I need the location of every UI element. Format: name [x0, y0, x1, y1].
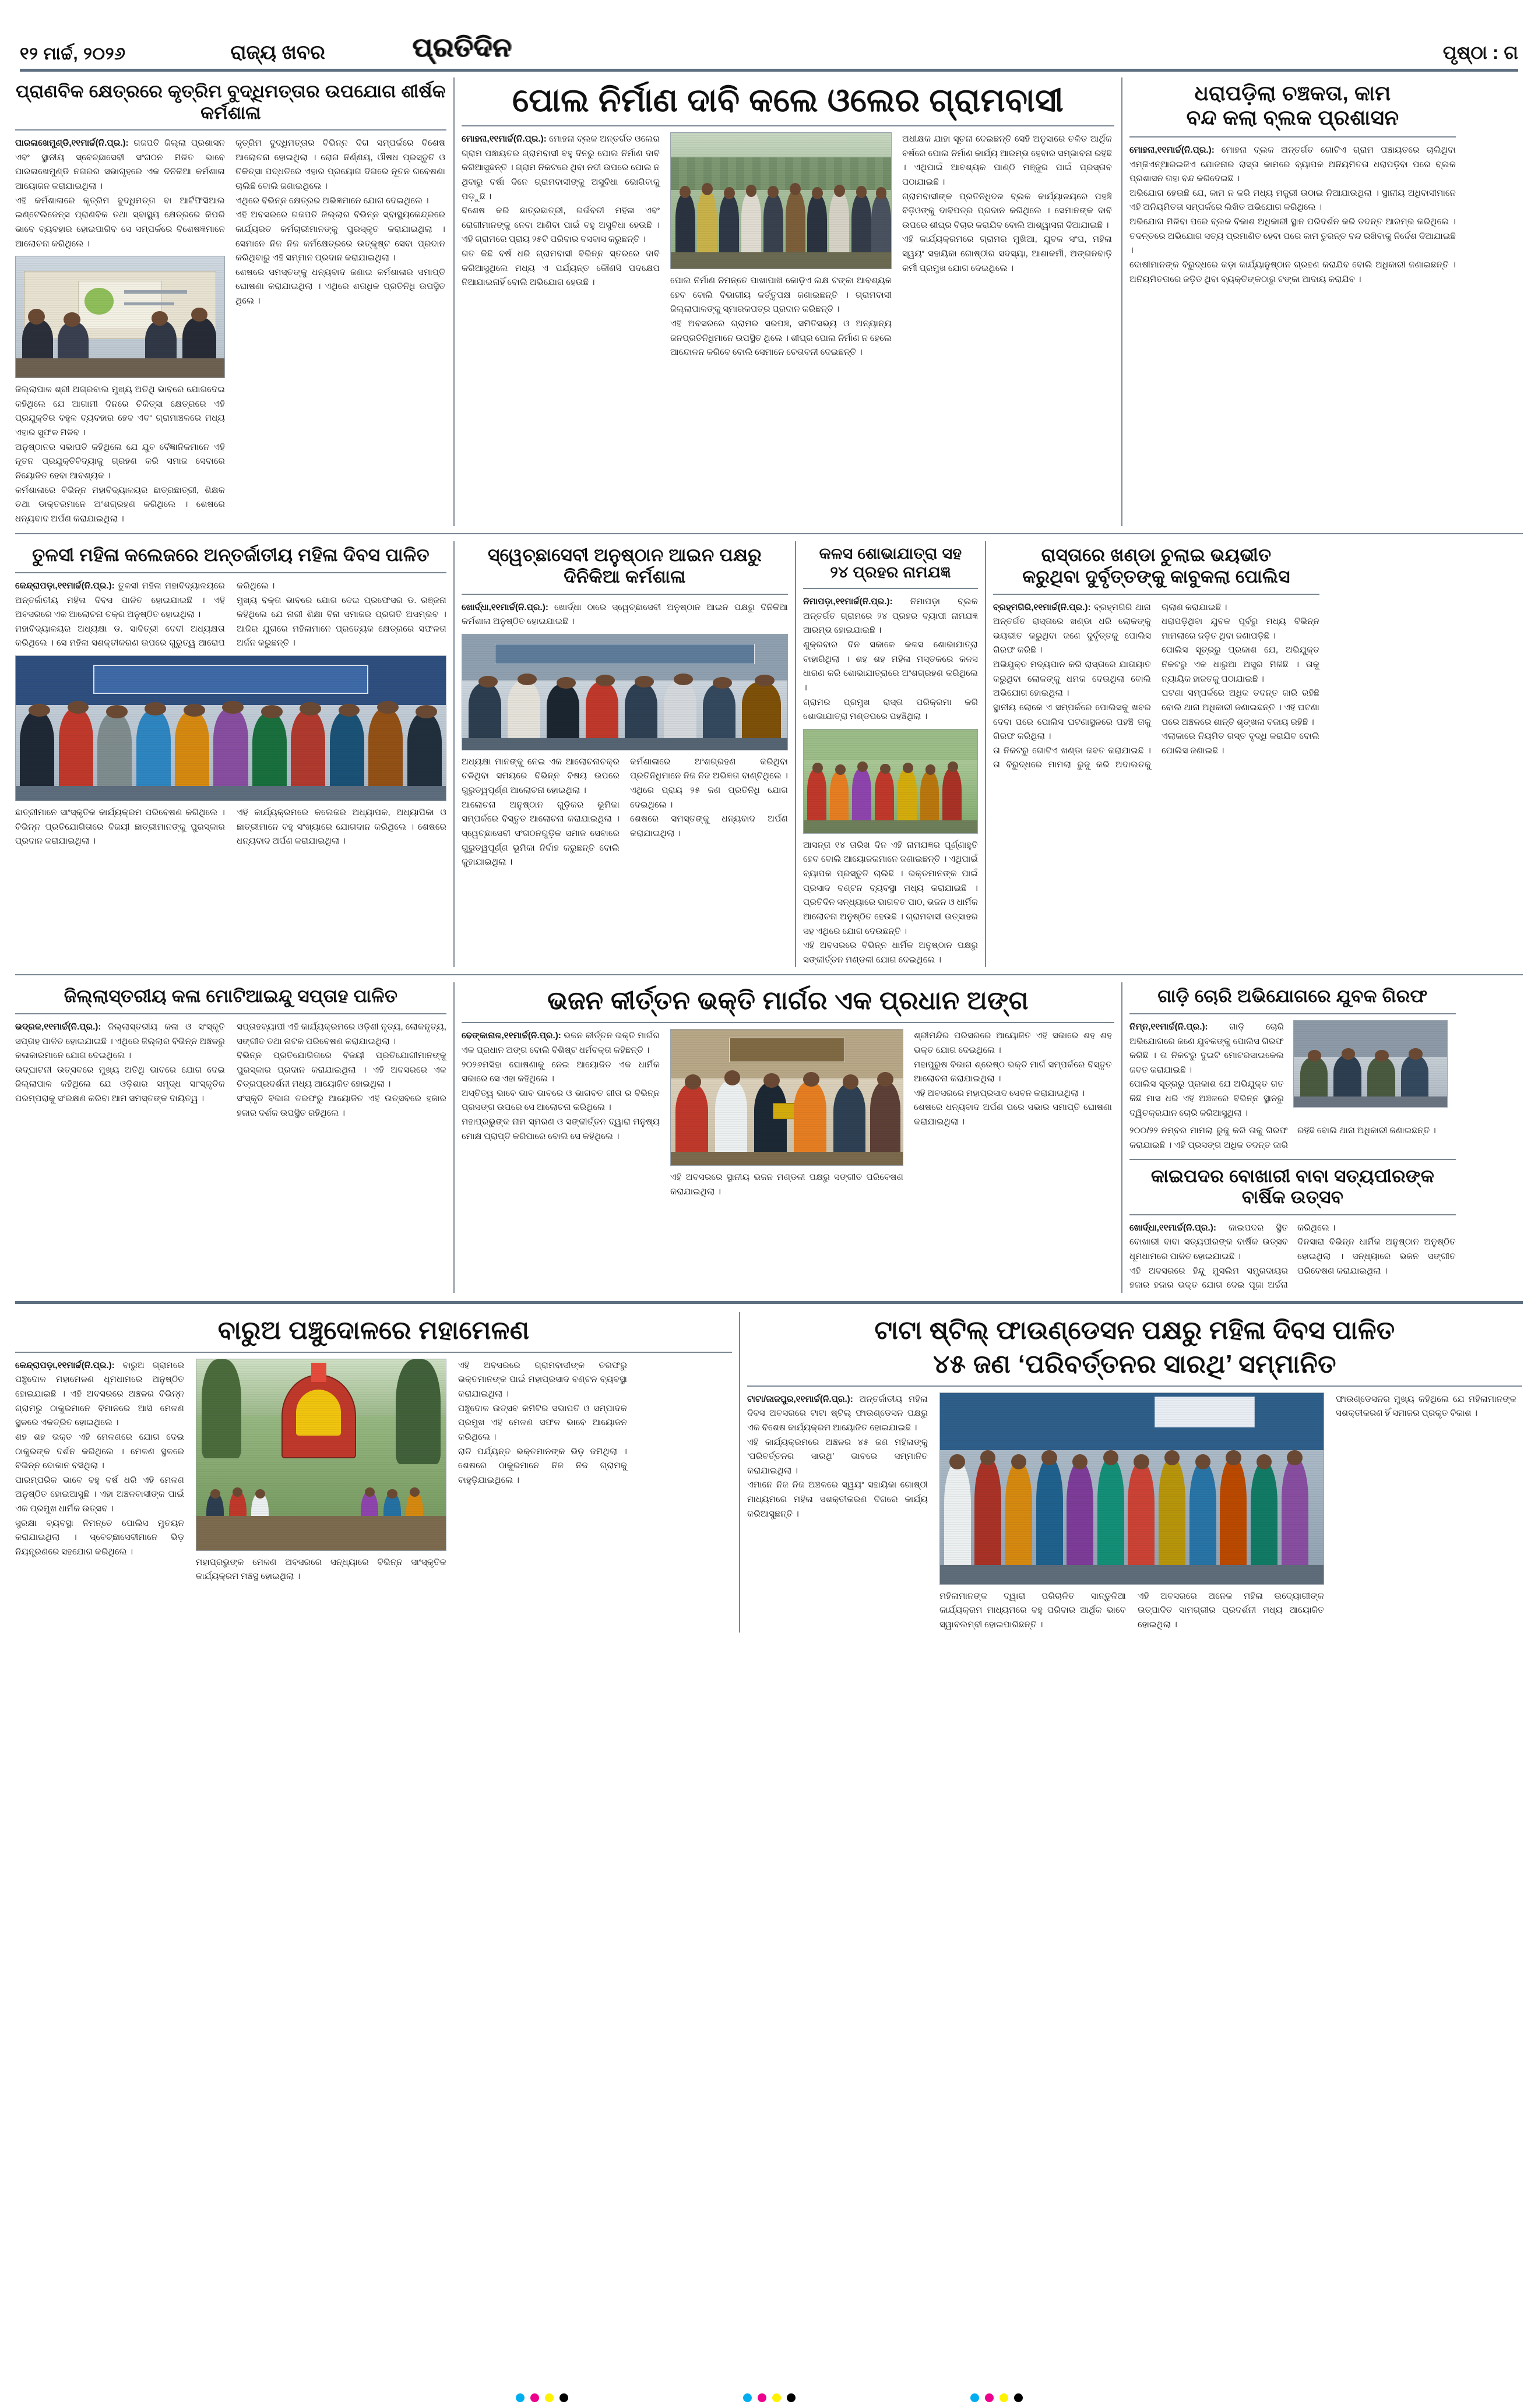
body-text: ସୁରକ୍ଷା ବ୍ୟବସ୍ଥା ନିମନ୍ତେ ପୋଲିସ ମୁତୟନ କରାଯାଇଥିଲା । ସ୍ବେଚ୍ଛାସେବୀମାନେ ଭିଡ଼ ନିୟନ୍ତ୍ରଣରେ ସହଯୋଗ କରିଥିଲେ ।	[15, 1518, 184, 1557]
divider	[15, 1013, 446, 1014]
body-text: ଛାତ୍ରୀମାନେ ସାଂସ୍କୃତିକ କାର୍ଯ୍ୟକ୍ରମ ପରିବେଷଣ କରିଥିଲେ । ବିଭିନ୍ନ ପ୍ରତିଯୋଗିତାରେ ବିଜୟୀ ଛାତ୍ରୀମାନଙ୍କୁ ପୁରସ୍କାର ପ୍ରଦାନ କରାଯାଇଥିଲା ।	[15, 808, 225, 847]
body-text: ଏହି କାର୍ଯ୍ୟକ୍ରମରେ କଲେଜର ଅଧ୍ୟାପକ, ଅଧ୍ୟାପିକା ଓ ଛାତ୍ରୀମାନେ ବହୁ ସଂଖ୍ୟାରେ ଯୋଗଦାନ କରିଥିଲେ । ଶେଷରେ ଧନ୍ୟବାଦ ଅର୍ପଣ କରାଯାଇଥିଲା ।	[237, 808, 446, 847]
photo-womens-day-group	[15, 655, 446, 801]
column-divider	[453, 982, 455, 1292]
masthead-rule	[20, 69, 1518, 72]
dateline: ଭଦ୍ରକ,୧୧ମାର୍ଚ୍ଚ(ନି.ପ୍ର.):	[15, 1021, 101, 1032]
body-text: ଏଲାକାରେ ନିୟମିତ ଗସ୍ତ ବୃଦ୍ଧି କରାଯିବ ବୋଲି ପୋଲିସ ଜଣାଇଛି ।	[1162, 731, 1319, 756]
article-ai-workshop	[15, 77, 446, 526]
divider	[15, 129, 446, 131]
dateline: କେନ୍ଦ୍ରାପଡ଼ା,୧୧ମାର୍ଚ୍ଚ(ନି.ପ୍ର.):	[15, 1360, 115, 1370]
column-divider	[453, 77, 455, 526]
body-text: ଅଭିଯୁକ୍ତ ମଦ୍ୟପାନ କରି ରାସ୍ତାରେ ଯାତାୟାତ କରୁଥିବା ଲୋକଙ୍କୁ ଧମକ ଦେଉଥିଲା ବୋଲି ଅଭିଯୋଗ ହୋଇଥିଲା ।	[993, 660, 1151, 699]
cmyk-registration-marks	[0, 2393, 1538, 2402]
article-tata-steel-womens-day	[747, 1312, 1522, 1633]
body-text: ମୁଖ୍ୟ ବକ୍ତା ଭାବରେ ଯୋଗ ଦେଇ ପ୍ରଫେସର ଡ. ରଞ୍ଜନା କହିଥିଲେ ଯେ ନାରୀ ଶିକ୍ଷା ବିନା ସମାଜର ପ୍ରଗତି ଅସମ୍ଭବ । ଆଜିର ଯୁଗରେ ମହିଳାମାନେ ପ୍ରତ୍ୟେକ କ୍ଷେତ୍ରରେ ସଫଳତା ଅର୍ଜନ କରୁଛନ୍ତି ।	[237, 595, 446, 648]
body-text: ସ୍ଥାନୀୟ ଲୋକେ ଏ ସମ୍ପର୍କରେ ପୋଲିସକୁ ଖବର ଦେବା ପରେ ପୋଲିସ ଘଟଣାସ୍ଥଳରେ ପହଞ୍ଚି ତାକୁ ଗିରଫ କରିଥିଲା ।	[993, 702, 1151, 742]
divider	[1129, 1013, 1456, 1014]
article-ngo-workshop-headline: ସ୍ୱେଚ୍ଛାସେବୀ ଅନୁଷ୍ଠାନ ଆଇନ ପକ୍ଷରୁ ଦିନିକିଆ କର୍ମଶାଳା	[487, 545, 762, 587]
cyan-dot	[516, 2393, 525, 2402]
divider	[15, 572, 446, 573]
magenta-dot	[985, 2393, 994, 2402]
section-title: ରାଜ୍ୟ ଖବର	[230, 41, 325, 64]
publication-date: ୧୨ ମାର୍ଚ୍ଚ, ୨୦୨୬	[20, 44, 126, 64]
article-panchudola	[15, 1312, 732, 1633]
dateline: କେନ୍ଦ୍ରାପଡ଼ା,୧୧ମାର୍ଚ୍ଚ(ନି.ପ୍ର.):	[15, 580, 115, 591]
article-art-week	[15, 982, 446, 1292]
body-text: ତା ନିକଟରୁ ଗୋଟିଏ ଖଣ୍ଡା ଜବତ କରାଯାଇଛି । ତା ବିରୁଦ୍ଧରେ ମାମଲା ରୁଜୁ କରି ଅଦାଲତକୁ ଚାଲାଣ କରାଯାଇଛି ।	[993, 602, 1227, 770]
divider	[462, 1022, 1114, 1023]
body-text: ଏହି କର୍ମଶାଳାରେ କୃତ୍ରିମ ବୁଦ୍ଧିମତ୍ତା ବା ଆର୍ଟିଫିସିଆଲ ଇଣ୍ଟେଲିଜେନ୍ସ ପ୍ରାଣବିକ ତଥା ସ୍ବାସ୍ଥ୍ୟ କ୍ଷେତ୍ରରେ କିପରି ଭାବେ ବ୍ୟବହାର ହୋଇପାରିବ ସେ ସମ୍ପର୍କରେ ବିଶେଷଜ୍ଞମାନେ ଆଲୋଚନା କରିଥିଲେ ।	[15, 195, 225, 249]
headline-line-1: ରାସ୍ତାରେ ଖଣ୍ଡା ଚୁଲାଇ ଭୟଭୀତ	[1041, 545, 1272, 566]
body-text: ଅଭିଯୋଗ ମିଳିବା ପରେ ବ୍ଲକ ବିକାଶ ଅଧିକାରୀ ସ୍ଥାନ ପରିଦର୍ଶନ କରି ତଦନ୍ତ ଆରମ୍ଭ କରିଥିଲେ । ତଦନ୍ତରେ ଅଭିଯୋଗ ସତ୍ୟ ପ୍ରମାଣିତ ହେବା ପରେ କାମ ତୁରନ୍ତ ବନ୍ଦ ରଖିବାକୁ ନିର୍ଦ୍ଦେଶ ଦିଆଯାଇଛି ।	[1129, 217, 1456, 256]
body-text: ଶ୍ରୀମନ୍ଦିର ପରିସରରେ ଆୟୋଜିତ ଏହି ସଭାରେ ଶହ ଶହ ଭକ୍ତ ଯୋଗ ଦେଇଥିଲେ ।	[914, 1031, 1112, 1055]
dateline: ବ୍ରହ୍ମଗିରି,୧୧ମାର୍ଚ୍ଚ(ନି.ପ୍ର.):	[993, 602, 1091, 612]
dateline: ଖୋର୍ଦ୍ଧା,୧୧ମାର୍ଚ୍ଚ(ନି.ପ୍ର.):	[1129, 1222, 1216, 1233]
body-text: କୃତ୍ରିମ ବୁଦ୍ଧିମତ୍ତାର ବିଭିନ୍ନ ଦିଗ ସମ୍ପର୍କରେ ବିଶେଷ ଆଲୋଚନା ହୋଇଥିଲା । ରୋଗ ନିର୍ଣ୍ଣୟ, ଔଷଧ ପ୍ରସ୍ତୁତି ଓ ଚିକିତ୍ସା ପଦ୍ଧତିରେ ଏହାର ପ୍ରୟୋଗ ଦିଗରେ ନୂତନ ଗବେଷଣା ଚାଲିଛି ବୋଲି ଜଣାଇଥିଲେ ।	[235, 138, 445, 192]
divider	[803, 588, 978, 589]
body-text: ଜିଲ୍ଲାସ୍ତରୀୟ କଳା ଓ ସଂସ୍କୃତି ସପ୍ତାହ ପାଳିତ ହୋଇଯାଇଛି । ଏଥିରେ ଜିଲ୍ଲାର ବିଭିନ୍ନ ଅଞ୍ଚଳରୁ କଳାକାରମାନେ ଯୋଗ ଦେଇଥିଲେ ।	[15, 1021, 225, 1061]
newspaper-logo: ପ୍ରତିଦିନ	[412, 32, 512, 62]
body-text: କାଇପଦର ସ୍ଥିତ ବୋଖାରୀ ବାବା ସତ୍ୟପୀରଙ୍କ ବାର୍ଷିକ ଉତ୍ସବ ଧୂମଧାମରେ ପାଳିତ ହୋଇଯାଇଛି ।	[1129, 1222, 1288, 1261]
headline-line-2: କରୁଥିବା ଦୁର୍ବୃତ୍ତଙ୍କୁ କାବୁକଲା ପୋଲିସ	[1022, 566, 1290, 587]
black-dot	[787, 2393, 796, 2402]
divider	[15, 1352, 732, 1353]
band-middle	[15, 541, 1523, 967]
article-tata-steel-headline-line-1: ଟାଟା ଷ୍ଟିଲ୍ ଫାଉଣ୍ଡେସନ ପକ୍ଷରୁ ମହିଳା ଦିବସ ପାଳିତ	[874, 1316, 1395, 1345]
headline-line-2: ୨୪ ପ୍ରହର ନାମଯଜ୍ଞ	[830, 563, 951, 581]
body-text: ପୋଲିସ ସୂତ୍ରରୁ ପ୍ରକାଶ ଯେ ଅଭିଯୁକ୍ତ ଗତ କିଛି ମାସ ଧରି ଏହି ଅଞ୍ଚଳରେ ବିଭିନ୍ନ ସ୍ଥାନରୁ ଦ୍ୱିଚକ୍ରଯାନ ଚୋରି କରିଆସୁଥିଲା ।	[1129, 1079, 1284, 1118]
article-ngo-workshop	[462, 541, 788, 967]
article-tata-steel-headline-line-2: ୪୫ ଜଣ ‘ପରିବର୍ତ୍ତନର ସାରଥି’ ସମ୍ମାନିତ	[933, 1349, 1336, 1378]
body-text: ମହିଳାମାନଙ୍କ ଦ୍ୱାରା ପରିଚାଳିତ ସାନ୍ତୁଳିଆ କାର୍ଯ୍ୟକ୍ରମ ମାଧ୍ୟମରେ ବହୁ ପରିବାର ଆର୍ଥିକ ଭାବେ ସ୍ୱାବଲମ୍ବୀ ହୋଇପାରିଛନ୍ତି ।	[939, 1591, 1126, 1630]
body-text: ଶେଷରେ ସମସ୍ତଙ୍କୁ ଧନ୍ୟବାଦ ଜଣାଇ କର୍ମଶାଳାର ସମାପ୍ତି ଘୋଷଣା କରାଯାଇଥିଲା । ଏଥିରେ ଶତାଧିକ ପ୍ରତିନିଧି ଉପସ୍ଥିତ ଥିଲେ ।	[235, 267, 445, 306]
article-art-week-headline: ଜିଲ୍ଲାସ୍ତରୀୟ କଳା ମୋଟିଆଇନ୍ଦୁ ସପ୍ତାହ ପାଳିତ	[64, 986, 398, 1007]
divider	[1129, 1214, 1456, 1215]
body-text: ଖୋର୍ଦ୍ଧା ଠାରେ ସ୍ୱେଚ୍ଛାସେବୀ ଅନୁଷ୍ଠାନ ଆଇନ ପକ୍ଷରୁ ଦିନିକିଆ କର୍ମଶାଳା ଅନୁଷ୍ଠିତ ହୋଇଯାଇଛି ।	[462, 602, 788, 627]
photo-police-arrest	[1293, 1020, 1448, 1108]
body-text: ଅଧୀକ୍ଷକ ଯାହା ସୂଚନା ଦେଇଛନ୍ତି ସେହି ଅନୁସାରେ ଚଳିତ ଆର୍ଥିକ ବର୍ଷରେ ପୋଲ ନିର୍ମାଣ କାର୍ଯ୍ୟ ଆରମ୍ଭ ହେବାର ସମ୍ଭାବନା ରହିଛି । ଏଥିପାଇଁ ଆବଶ୍ୟକ ପାଣ୍ଠି ମଞ୍ଜୁର ପାଇଁ ପ୍ରସ୍ତାବ ପଠାଯାଇଛି ।	[902, 134, 1112, 187]
article-sword-arrest-headline	[993, 545, 1319, 587]
body-text: ଘଟଣା ସମ୍ପର୍କରେ ଅଧିକ ତଦନ୍ତ ଜାରି ରହିଛି ବୋଲି ଥାନା ଅଧିକାରୀ ଜଣାଇଛନ୍ତି । ଏହି ଘଟଣା ପରେ ଅଞ୍ଚଳରେ ଶାନ୍ତି ଶୃଙ୍ଖଳା ବଜାୟ ରହିଛି ।	[1162, 688, 1319, 727]
body-text: ୨୦୨୬ମସିହା ଘୋଷଣାକୁ ନେଇ ଆୟୋଜିତ ଏକ ଧାର୍ମିକ ସଭାରେ ସେ ଏହା କହିଥିଲେ ।	[462, 1059, 660, 1084]
body-text: ଜିଲ୍ଲାପାଳ ଶ୍ରୀ ଅଗ୍ରବାଲ ମୁଖ୍ୟ ଅତିଥି ଭାବରେ ଯୋଗଦେଇ କହିଥିଲେ ଯେ ଆଗାମୀ ଦିନରେ ଚିକିତ୍ସା କ୍ଷେତ୍ରରେ ଏହି ପ୍ରଯୁକ୍ତିର ବହୁଳ ବ୍ୟବହାର ହେବ ଏବଂ ଗ୍ରାମାଞ୍ଚଳରେ ମଧ୍ୟ ଏହାର ସୁଫଳ ମିଳିବ ।	[15, 385, 225, 438]
column-divider	[985, 541, 986, 967]
body-text: ଏହି ଅବସରରେ ହିନ୍ଦୁ ମୁସଲିମ ସମ୍ପ୍ରଦାୟର ହଜାର ହଜାର ଭକ୍ତ ଯୋଗ ଦେଇ ପୂଜା ଅର୍ଚ୍ଚନା କରିଥିଲେ ।	[1129, 1222, 1336, 1291]
body-text: ଉଦ୍‌ଘାଟନୀ ଉତ୍ସବରେ ମୁଖ୍ୟ ଅତିଥି ଭାବରେ ଯୋଗ ଦେଇ ଜିଲ୍ଲାପାଳ କହିଥିଲେ ଯେ ଓଡ଼ିଶାର ସମୃଦ୍ଧ ସାଂସ୍କୃତିକ ପରମ୍ପରାକୁ ସଂରକ୍ଷଣ କରିବା ଆମ ସମସ୍ତଙ୍କ ଦାୟିତ୍ୱ ।	[15, 1064, 225, 1104]
headline-line-1: ଧରାପଡ଼ିଲା ଚଞ୍ଚକତା, କାମ	[1194, 81, 1391, 105]
dateline: ଢେଙ୍କାନାଳ,୧୧ମାର୍ଚ୍ଚ(ନି.ପ୍ର.):	[462, 1031, 561, 1041]
body-text: ମହାପ୍ରଭୁଙ୍କ ମେଳଣ ଅବସରରେ ସନ୍ଧ୍ୟାରେ ବିଭିନ୍ନ ସାଂସ୍କୃତିକ କାର୍ଯ୍ୟକ୍ରମ ମଞ୍ଚସ୍ଥ ହୋଇଥିଲା ।	[196, 1557, 446, 1582]
body-text: ବିଶେଷ କରି ଛାତ୍ରଛାତ୍ରୀ, ଗର୍ଭବତୀ ମହିଳା ଏବଂ ରୋଗୀମାନଙ୍କୁ ନେବା ଆଣିବା ପାଇଁ ବହୁ ଅସୁବିଧା ହେଉଛି । ଏହି ଗ୍ରାମରେ ପ୍ରାୟ ୨୫ଟି ପରିବାର ବସବାସ କରୁଛନ୍ତି ।	[462, 206, 660, 245]
divider	[1129, 1159, 1456, 1160]
body-text: ଧରାପଡ଼ିଥିବା ଯୁବକ ପୂର୍ବରୁ ମଧ୍ୟ ବିଭିନ୍ନ ମାମଲାରେ ଜଡ଼ିତ ଥିବା ଜଣାପଡ଼ିଛି ।	[1162, 616, 1319, 641]
body-text: ତୁଳସୀ ମହିଳା ମହାବିଦ୍ୟାଳୟରେ ଅନ୍ତର୍ଜାତୀୟ ମହିଳା ଦିବସ ପାଳିତ ହୋଇଯାଇଛି । ଏହି ଅବସରରେ ଏକ ଆଲୋଚନା ଚକ୍ର ଅନୁଷ୍ଠିତ ହୋଇଥିଲା ।	[15, 580, 225, 620]
body-text: ଆଲୋଚନା ଅନୁଷ୍ଠାନ ଗୁଡ଼ିକର ଭୂମିକା ସମ୍ପର୍କରେ ବିସ୍ତୃତ ଆଲୋଚନା କରାଯାଇଥିଲା । ସ୍ୱେଚ୍ଛାସେବୀ ସଂଗଠନଗୁଡ଼ିକ ସମାଜ ସେବାରେ ଗୁରୁତ୍ୱପୂର୍ଣ୍ଣ ଭୂମିକା ନିର୍ବାହ କରୁଛନ୍ତି ବୋଲି କୁହାଯାଇଥିଲା ।	[462, 799, 620, 868]
body-text: ବାରୁଅ ଗ୍ରାମରେ ପଞ୍ଚୁଦୋଳ ମହାମେଳଣ ଧୂମଧାମରେ ଅନୁଷ୍ଠିତ ହୋଇଯାଇଛି । ଏହି ଅବସରରେ ଅଞ୍ଚଳର ବିଭିନ୍ନ ଗ୍ରାମରୁ ଠାକୁରମାନେ ବିମାନରେ ଆସି ମେଳଣ ସ୍ଥଳରେ ଏକତ୍ରିତ ହୋଇଥିଲେ ।	[15, 1360, 184, 1428]
body-text: ଅନୁଷ୍ଠାନର ସଭାପତି କହିଥିଲେ ଯେ ଯୁବ ବୈଜ୍ଞାନିକମାନେ ଏହି ନୂତନ ପ୍ରଯୁକ୍ତିବିଦ୍ୟାକୁ ଗ୍ରହଣ କରି ସମାଜ ସେବାରେ ନିୟୋଜିତ ହେବା ଆବଶ୍ୟକ ।	[15, 442, 225, 481]
dateline: ଖୋର୍ଦ୍ଧା,୧୧ମାର୍ଚ୍ଚ(ନି.ପ୍ର.):	[462, 602, 548, 612]
black-dot	[559, 2393, 568, 2402]
body-text: ସଂସ୍କୃତି ବିଭାଗ ତରଫରୁ ଆୟୋଜିତ ଏହି ଉତ୍ସବରେ ହଜାର ହଜାର ଦର୍ଶକ ଉପସ୍ଥିତ ରହିଥିଲେ ।	[237, 1094, 446, 1118]
body-text: ୨୦୦/୨୨ ନମ୍ବର ମାମଲା ରୁଜୁ କରି ତାକୁ ଗିରଫ କରାଯାଇଛି । ଏହି ପ୍ରସଙ୍ଗ ଅଧିକ ତଦନ୍ତ ଜାରି ରହିଛି ବୋଲି ଥାନା ଅଧିକାରୀ ଜଣାଇଛନ୍ତି ।	[1129, 1126, 1436, 1150]
dateline: ମୋହନା,୧୧ମାର୍ଚ୍ଚ(ନି.ପ୍ର.):	[1129, 144, 1215, 155]
yellow-dot	[772, 2393, 781, 2402]
body-text: ଅଧ୍ୟକ୍ଷା ମାନଙ୍କୁ ନେଇ ଏକ ଆଲୋଚନାଚକ୍ର ଚଳିଥିବା ସମୟରେ ବିଭିନ୍ନ ବିଷୟ ଉପରେ ଗୁରୁତ୍ୱପୂର୍ଣ୍ଣ ଆଲୋଚନା ହୋଇଥିଲା ।	[462, 756, 620, 796]
body-text: ଏହି କାର୍ଯ୍ୟକ୍ରମରେ ଅଞ୍ଚଳର ୪୫ ଜଣ ମହିଳାଙ୍କୁ ‘ପରିବର୍ତ୍ତନର ସାରଥି’ ଭାବରେ ସମ୍ମାନିତ କରାଯାଇଥିଲା ।	[747, 1437, 928, 1476]
body-text: ଏହି ଅବସରରେ ଅନେକ ମହିଳା ଉଦ୍ୟୋଗୀଙ୍କ ଉତ୍ପାଦିତ ସାମଗ୍ରୀର ପ୍ରଦର୍ଶନୀ ମଧ୍ୟ ଆୟୋଜିତ ହୋଇଥିଲା ।	[1138, 1591, 1324, 1630]
article-bhajan-kirtan	[462, 982, 1114, 1292]
photo-panchudola-festival	[196, 1359, 446, 1551]
body-text: ଏମାନେ ନିଜ ନିଜ ଅଞ୍ଚଳରେ ସ୍ୱୟଂ ସହାୟିକା ଗୋଷ୍ଠୀ ମାଧ୍ୟମରେ ମହିଳା ସଶକ୍ତୀକରଣ ଦିଗରେ କାର୍ଯ୍ୟ କରିଆସୁଛନ୍ତି ।	[747, 1480, 928, 1519]
body-text: ଏହି ଅବସରରେ ଗ୍ରାମବାସୀଙ୍କ ତରଫରୁ ଭକ୍ତମାନଙ୍କ ପାଇଁ ମହାପ୍ରସାଦ ବଣ୍ଟନ ବ୍ୟବସ୍ଥା କରାଯାଇଥିଲା ।	[458, 1360, 627, 1399]
body-text: ଗ୍ରାମବାସୀଙ୍କ ପ୍ରତିନିଧିଦଳ ବ୍ଲକ କାର୍ଯ୍ୟାଳୟରେ ପହଞ୍ଚି ବିଡ଼ିଓଙ୍କୁ ଦାବିପତ୍ର ପ୍ରଦାନ କରିଥିଲେ । ସେମାନଙ୍କ ଦାବି ଉପରେ ଶୀଘ୍ର ବିଚାର କରାଯିବ ବୋଲି ଆଶ୍ୱାସନା ଦିଆଯାଇଛି ।	[902, 191, 1112, 230]
body-text: କର୍ମଶାଳାରେ ଅଂଶଗ୍ରହଣ କରିଥିବା ପ୍ରତିନିଧିମାନେ ନିଜ ନିଜ ଅଭିଜ୍ଞତା ବାଣ୍ଟିଥିଲେ । ଏଥିରେ ପ୍ରାୟ ୨୫ ଜଣ ପ୍ରତିନିଧି ଯୋଗ ଦେଇଥିଲେ ।	[630, 756, 788, 810]
cmyk-group-left	[516, 2393, 568, 2402]
magenta-dot	[758, 2393, 766, 2402]
photo-villagers-group	[670, 132, 892, 269]
body-text: ଅଭିଯୋଗ ହେଉଛି ଯେ, କାମ ନ କରି ମଧ୍ୟ ମଜୁରୀ ଉଠାଇ ନିଆଯାଉଥିଲା । ସ୍ଥାନୀୟ ଅଧିବାସୀମାନେ ଏହି ଅନିୟମିତତା ସମ୍ପର୍କରେ ଲିଖିତ ଅଭିଯୋଗ କରିଥିଲେ ।	[1129, 188, 1456, 213]
band-divider-heavy	[15, 1301, 1523, 1304]
divider	[462, 125, 1114, 126]
body-text: ଗଜପତି ଜିଲ୍ଲା ପ୍ରଶାସନ ଏବଂ ସ୍ଥାନୀୟ ସ୍ବେଚ୍ଛାସେବୀ ସଂଗଠନ ମିଳିତ ଭାବେ ପାରଳାଖେମୁଣ୍ଡି ନଗରର ସଭାଗୃହରେ ଏକ ଦିନିକିଆ କର୍ମଶାଳା ଆୟୋଜନ କରାଯାଇଥିଲା ।	[15, 138, 225, 192]
column-divider	[1121, 77, 1122, 526]
body-text: ସପ୍ତାହବ୍ୟାପୀ ଏହି କାର୍ଯ୍ୟକ୍ରମରେ ଓଡ଼ିଶୀ ନୃତ୍ୟ, ଲୋକନୃତ୍ୟ, ସଙ୍ଗୀତ ତଥା ନାଟକ ପରିବେଷଣ କରାଯାଇଥିଲା ।	[237, 1021, 446, 1046]
column-divider	[739, 1312, 740, 1633]
divider	[462, 594, 788, 595]
column-divider	[795, 541, 796, 967]
divider	[747, 1385, 1522, 1387]
photo-award-ceremony	[15, 256, 225, 378]
headline-line-1: କଳସ ଶୋଭାଯାତ୍ରା ସହ	[819, 545, 962, 563]
article-namajagna-headline	[803, 545, 978, 582]
article-sword-arrest	[993, 541, 1319, 967]
body-text: ଅନ୍ତର୍ଜାତୀୟ ମହିଳା ଦିବସ ଅବସରରେ ଟାଟା ଷ୍ଟିଲ୍ ଫାଉଣ୍ଡେସନ ପକ୍ଷରୁ ଏକ ବିଶେଷ କାର୍ଯ୍ୟକ୍ରମ ଆୟୋଜିତ ହୋଇଯାଇଛି ।	[747, 1394, 928, 1433]
body-text: ଫାଉଣ୍ଡେସନର ମୁଖ୍ୟ କହିଥିଲେ ଯେ ମହିଳାମାନଙ୍କ ସଶକ୍ତୀକରଣ ହିଁ ସମାଜର ପ୍ରକୃତ ବିକାଶ ।	[1336, 1394, 1516, 1419]
body-text: ପୋଲ ନିର୍ମାଣ ନିମନ୍ତେ ପାଖାପାଖି କୋଡ଼ିଏ ଲକ୍ଷ ଟଙ୍କା ଆବଶ୍ୟକ ହେବ ବୋଲି ବିଭାଗୀୟ କର୍ତ୍ତୃପକ୍ଷ ଜଣାଇଛନ୍ତି । ଗ୍ରାମବାସୀ ଜିଲ୍ଲାପାଳଙ୍କୁ ସ୍ମାରକପତ୍ର ପ୍ରଦାନ କରିଛନ୍ତି ।	[670, 276, 892, 315]
black-dot	[1014, 2393, 1023, 2402]
column-divider	[453, 541, 455, 967]
body-text: ଶୁକ୍ରବାର ଦିନ ସକାଳେ କଳସ ଶୋଭାଯାତ୍ରା ବାହାରିଥିଲା । ଶହ ଶହ ମହିଳା ମସ୍ତକରେ କଳସ ଧାରଣ କରି ଶୋଭାଯାତ୍ରାରେ ଅଂଶଗ୍ରହଣ କରିଥିଲେ ।	[803, 640, 978, 693]
dateline: ମୋହନା,୧୧ମାର୍ଚ୍ଚ(ନି.ପ୍ର.):	[462, 134, 547, 144]
divider	[993, 594, 1319, 595]
body-text: ରାତି ପର୍ଯ୍ୟନ୍ତ ଭକ୍ତମାନଙ୍କ ଭିଡ଼ ଜମିଥିଲା । ଶେଷରେ ଠାକୁରମାନେ ନିଜ ନିଜ ଗ୍ରାମକୁ ବାହୁଡ଼ିଯାଇଥିଲେ ।	[458, 1446, 627, 1485]
body-text: ବିଭିନ୍ନ ପ୍ରତିଯୋଗିତାରେ ବିଜୟୀ ପ୍ରତିଯୋଗୀମାନଙ୍କୁ ପୁରସ୍କାର ପ୍ରଦାନ କରାଯାଇଥିଲା । ଏହି ଅବସରରେ ଏକ ଚିତ୍ରପ୍ରଦର୍ଶନୀ ମଧ୍ୟ ଆୟୋଜିତ ହୋଇଥିଲା ।	[237, 1050, 446, 1090]
body-text: ଏହି କାର୍ଯ୍ୟକ୍ରମରେ ଗ୍ରାମର ମୁଖିଆ, ଯୁବକ ସଂଘ, ମହିଳା ସ୍ୱୟଂ ସହାୟିକା ଗୋଷ୍ଠୀର ସଦସ୍ୟା, ଆଶାକର୍ମୀ, ଅଙ୍ଗନବାଡ଼ି କର୍ମୀ ପ୍ରମୁଖ ଯୋଗ ଦେଇଥିଲେ ।	[902, 234, 1112, 273]
page-number-label: ପୃଷ୍ଠା : ଗ	[1442, 42, 1518, 63]
cmyk-group-center	[743, 2393, 796, 2402]
photo-felicitation	[670, 1029, 903, 1166]
cyan-dot	[743, 2393, 752, 2402]
body-text: ଗ୍ରାମର ପ୍ରମୁଖ ରାସ୍ତା ପରିକ୍ରମା କରି ଶୋଭାଯାତ୍ରା ମଣ୍ଡପରେ ପହଞ୍ଚିଥିଲା ।	[803, 697, 978, 722]
article-vehicle-theft	[1129, 986, 1456, 1152]
cyan-dot	[970, 2393, 979, 2402]
article-womens-day-college-headline: ତୁଳସୀ ମହିଳା କଲେଜରେ ଅନ୍ତର୍ଜାତୀୟ ମହିଳା ଦିବସ ପାଳିତ	[32, 545, 430, 566]
body-text: ପଞ୍ଚୁଦୋଳ ଉତ୍ସବ କମିଟିର ସଭାପତି ଓ ସମ୍ପାଦକ ପ୍ରମୁଖ ଏହି ମେଳଣ ସଫଳ ଭାବେ ଆୟୋଜନ କରିଥିଲେ ।	[458, 1403, 627, 1442]
column-crime-religion	[1129, 982, 1456, 1292]
dateline: ନିମ୍ନ,୧୧ମାର୍ଚ୍ଚ(ନି.ପ୍ର.):	[1129, 1021, 1208, 1032]
body-text: ଅସ୍ତିତ୍ୱ ଭାବେ ଭାବ ଭାବରେ ଓ ଭାଗବତ ଗୀତା ର ବିଭିନ୍ନ ପ୍ରସଙ୍ଗ ଉପରେ ସେ ଆଲୋଚନା କରିଥିଲେ ।	[462, 1088, 660, 1113]
article-vehicle-theft-headline: ଗାଡ଼ି ଚୋରି ଅଭିଯୋଗରେ ଯୁବକ ଗିରଫ	[1157, 986, 1428, 1007]
body-text: ଗତ କିଛି ବର୍ଷ ଧରି ଗ୍ରାମବାସୀ ବିଭିନ୍ନ ସ୍ତରରେ ଦାବି କରିଆସୁଥିଲେ ମଧ୍ୟ ଏ ପର୍ଯ୍ୟନ୍ତ କୌଣସି ପଦକ୍ଷେପ ନିଆଯାଇନାହିଁ ବୋଲି ଅଭିଯୋଗ ହେଉଛି ।	[462, 249, 660, 288]
body-text: ଦିନସାରା ବିଭିନ୍ନ ଧାର୍ମିକ ଅନୁଷ୍ଠାନ ଅନୁଷ୍ଠିତ ହୋଇଥିଲା । ସନ୍ଧ୍ୟାରେ ଭଜନ ସଙ୍ଗୀତ ପରିବେଷଣ କରାଯାଇଥିଲା ।	[1297, 1237, 1456, 1276]
article-namajagna	[803, 541, 978, 967]
headline-line-2: ବନ୍ଦ କଲା ବ୍ଲକ ପ୍ରଶାସନ	[1186, 105, 1399, 130]
body-text: ଏହି ଅବସରରେ ମହାପ୍ରସାଦ ସେବନ କରାଯାଇଥିଲା ।	[914, 1088, 1085, 1098]
photo-workshop-attendees	[462, 634, 788, 750]
article-bhajan-kirtan-headline: ଭଜନ କୀର୍ତ୍ତନ ଭକ୍ତି ମାର୍ଗର ଏକ ପ୍ରଧାନ ଅଙ୍ଗ	[547, 986, 1029, 1016]
band-top	[15, 77, 1523, 526]
band-lower	[15, 982, 1523, 1292]
body-text: ମହାପୁରୁଷ ବିଭାଗ ଶ୍ରେଷ୍ଠ ଭକ୍ତି ମାର୍ଗ ସମ୍ପର୍କରେ ବିସ୍ତୃତ ଆଲୋଚନା କରାଯାଇଥିଲା ।	[914, 1059, 1112, 1084]
band-divider	[15, 974, 1523, 975]
article-block-fraud	[1129, 77, 1456, 526]
article-panchudola-headline: ବାରୁଅ ପଞ୍ଚୁଦୋଳରେ ମହାମେଳଣ	[217, 1316, 530, 1345]
body-text: ଦୋଷୀମାନଙ୍କ ବିରୁଦ୍ଧରେ କଡ଼ା କାର୍ଯ୍ୟାନୁଷ୍ଠାନ ଗ୍ରହଣ କରାଯିବ ବୋଲି ଅଧିକାରୀ ଜଣାଇଛନ୍ତି । ଅନିୟମିତତାରେ ଜଡ଼ିତ ଥିବା ବ୍ୟକ୍ତିଙ୍କଠାରୁ ଟଙ୍କା ଆଦାୟ କରାଯିବ ।	[1129, 259, 1456, 284]
dateline: ନିମାପଡ଼ା,୧୧ମାର୍ଚ୍ଚ(ନି.ପ୍ର.):	[803, 597, 893, 607]
body-text: ମୋହନା ବ୍ଲକ ଅନ୍ତର୍ଗତ ଓଲେର ଗ୍ରାମ ପଞ୍ଚାୟତର ଗ୍ରାମବାସୀ ବହୁ ଦିନରୁ ପୋଲ ନିର୍ମାଣ ଦାବି କରିଆସୁଛନ୍ତି । ଗ୍ରାମ ନିକଟରେ ଥିବା ନଦୀ ଉପରେ ପୋଲ ନ ଥିବାରୁ ବର୍ଷା ଦିନେ ଗ୍ରାମବାସୀଙ୍କୁ ଅସୁବିଧା ଭୋଗିବାକୁ ପଡ଼ୁଛି ।	[462, 134, 660, 202]
band-divider	[15, 533, 1523, 534]
dateline: ପାରଳାଖେମୁଣ୍ଡି,୧୧ମାର୍ଚ୍ଚ(ନି.ପ୍ର.):	[15, 138, 129, 149]
body-text: ବ୍ରହ୍ମଗିରି ଥାନା ଅନ୍ତର୍ଗତ ରାସ୍ତାରେ ଖଣ୍ଡା ଧରି ଲୋକଙ୍କୁ ଭୟଭୀତ କରୁଥିବା ଜଣେ ଦୁର୍ବୃତ୍ତକୁ ପୋଲିସ ଗିରଫ କରିଛି ।	[993, 602, 1151, 655]
article-bokhari-baba-headline: କାଇପଦର ବୋଖାରୀ ବାବା ସତ୍ୟପୀରଙ୍କ ବାର୍ଷିକ ଉତ୍ସବ	[1150, 1165, 1435, 1208]
body-text: ଶେଷରେ ସମସ୍ତଙ୍କୁ ଧନ୍ୟବାଦ ଅର୍ପଣ କରାଯାଇଥିଲା ।	[630, 814, 788, 838]
article-bridge-demand	[462, 77, 1114, 526]
band-bottom	[15, 1312, 1523, 1633]
body-text: ନିମାପଡ଼ା ବ୍ଲକ ଅନ୍ତର୍ଗତ ଗ୍ରାମରେ ୨୪ ପ୍ରହର ବ୍ୟାପୀ ନାମଯଜ୍ଞ ଆରମ୍ଭ ହୋଇଯାଇଛି ।	[803, 597, 978, 636]
body-text: ଏହି ଅବସରରେ ଗଜପତି ଜିଲ୍ଲାର ବିଭିନ୍ନ ସ୍ବାସ୍ଥ୍ୟକେନ୍ଦ୍ରରେ କାର୍ଯ୍ୟରତ କର୍ମଚାରୀମାନଙ୍କୁ ପୁରସ୍କୃତ କରାଯାଇଥିଲା । ସେମାନେ ନିଜ ନିଜ କର୍ମକ୍ଷେତ୍ରରେ ଉତ୍କୃଷ୍ଟ ସେବା ପ୍ରଦାନ କରିଥିବାରୁ ଏହି ସମ୍ମାନ ପ୍ରଦାନ କରାଯାଇଥିଲା ।	[235, 210, 445, 263]
body-text: ମହାପ୍ରଭୁଙ୍କ ନାମ ସ୍ମରଣ ଓ ସଙ୍କୀର୍ତ୍ତନ ଦ୍ୱାରା ମନୁଷ୍ୟ ମୋକ୍ଷ ପ୍ରାପ୍ତି କରିପାରେ ବୋଲି ସେ କହିଥିଲେ ।	[462, 1117, 660, 1141]
masthead	[15, 0, 1523, 69]
divider	[1129, 136, 1456, 138]
article-bridge-demand-headline: ପୋଲ ନିର୍ମାଣ ଦାବି କଲେ ଓଲେର ଗ୍ରାମବାସୀ	[512, 82, 1064, 118]
photo-kalasa-procession	[803, 729, 978, 834]
body-text: କର୍ମଶାଳାରେ ବିଭିନ୍ନ ମହାବିଦ୍ୟାଳୟର ଛାତ୍ରଛାତ୍ରୀ, ଶିକ୍ଷକ ତଥା ଡାକ୍ତରମାନେ ଅଂଶଗ୍ରହଣ କରିଥିଲେ । ଶେଷରେ ଧନ୍ୟବାଦ ଅର୍ପଣ କରାଯାଇଥିଲା ।	[15, 485, 225, 524]
article-block-fraud-headline	[1129, 81, 1456, 131]
body-text: ଭଜନ କୀର୍ତ୍ତନ ଭକ୍ତି ମାର୍ଗର ଏକ ପ୍ରଧାନ ଅଙ୍ଗ ବୋଲି ବିଶିଷ୍ଟ ଧର୍ମବକ୍ତା କହିଛନ୍ତି ।	[462, 1031, 660, 1055]
dateline: ଟାଟା/ଜାଜପୁର,୧୧ମାର୍ଚ୍ଚ(ନି.ପ୍ର.):	[747, 1394, 853, 1404]
yellow-dot	[999, 2393, 1008, 2402]
magenta-dot	[530, 2393, 539, 2402]
column-divider	[1121, 982, 1122, 1292]
body-text: ଏହି ଅବସରରେ ଗ୍ରାମର ସରପଞ୍ଚ, ସମିତିସଭ୍ୟ ଓ ଅନ୍ୟାନ୍ୟ ଜନପ୍ରତିନିଧିମାନେ ଉପସ୍ଥିତ ଥିଲେ । ଶୀଘ୍ର ପୋଲ ନିର୍ମାଣ ନ ହେଲେ ଆନ୍ଦୋଳନ କରିବେ ବୋଲି ସେମାନେ ଚେତାବନୀ ଦେଇଛନ୍ତି ।	[670, 318, 892, 358]
body-text: ମୋହନା ବ୍ଲକ ଅନ୍ତର୍ଗତ ଗୋଟିଏ ଗ୍ରାମ ପଞ୍ଚାୟତରେ ଚାଲିଥିବା ଏମ୍‌ଜିଏନ୍‌ଆରଇଜିଏ ଯୋଜନାର ରାସ୍ତା କାମରେ ବ୍ୟାପକ ଅନିୟମିତତା ଧରାପଡ଼ିବା ପରେ ବ୍ଲକ ପ୍ରଶାସନ ତାହା ବନ୍ଦ କରିଦେଇଛି ।	[1129, 144, 1456, 184]
body-text: ଏହି ଅବସରରେ ସ୍ଥାନୀୟ ଭଜନ ମଣ୍ଡଳୀ ପକ୍ଷରୁ ସଙ୍ଗୀତ ପରିବେଷଣ କରାଯାଇଥିଲା ।	[670, 1172, 903, 1197]
body-text: ଶେଷରେ ଧନ୍ୟବାଦ ଅର୍ପଣ ପରେ ସଭାର ସମାପ୍ତି ଘୋଷଣା କରାଯାଇଥିଲା ।	[914, 1102, 1112, 1127]
body-text: ପାରମ୍ପରିକ ଭାବେ ବହୁ ବର୍ଷ ଧରି ଏହି ମେଳଣ ଅନୁଷ୍ଠିତ ହୋଇଆସୁଛି । ଏହା ଅଞ୍ଚଳବାସୀଙ୍କ ପାଇଁ ଏକ ପ୍ରମୁଖ ଧାର୍ମିକ ଉତ୍ସବ ।	[15, 1475, 184, 1514]
cmyk-group-right	[970, 2393, 1023, 2402]
body-text: ଏଥିରେ ବିଭିନ୍ନ କ୍ଷେତ୍ରର ଅଭିଜ୍ଞମାନେ ଯୋଗ ଦେଇଥିଲେ ।	[235, 195, 429, 206]
body-text: ଶହ ଶହ ଭକ୍ତ ଏହି ମେଳଣରେ ଯୋଗ ଦେଇ ଠାକୁରଙ୍କ ଦର୍ଶନ କରିଥିଲେ । ମେଳଣ ସ୍ଥଳରେ ବିଭିନ୍ନ ଦୋକାନ ବସିଥିଲା ।	[15, 1432, 184, 1471]
yellow-dot	[545, 2393, 554, 2402]
photo-tata-steel-women-group	[939, 1392, 1324, 1585]
article-womens-day-college	[15, 541, 446, 967]
body-text: ମହାବିଦ୍ୟାଳୟର ଅଧ୍ୟକ୍ଷା ଡ. ସାବିତ୍ରୀ ଦେବୀ ଅଧ୍ୟକ୍ଷତା କରିଥିଲେ । ସେ ମହିଳା ସଶକ୍ତୀକରଣ ଉପରେ ଗୁରୁତ୍ୱ ଆରୋପ କରିଥିଲେ ।	[15, 580, 275, 648]
body-text: ପୋଲିସ ସୂତ୍ରରୁ ପ୍ରକାଶ ଯେ, ଅଭିଯୁକ୍ତ ନିକଟରୁ ଏକ ଧାରୁଆ ଅସ୍ତ୍ର ମିଳିଛି । ତାକୁ ନ୍ୟାୟିକ ହାଜତକୁ ପଠାଯାଇଛି ।	[1162, 645, 1319, 684]
body-text: ଏହି ଅବସରରେ ବିଭିନ୍ନ ଧାର୍ମିକ ଅନୁଷ୍ଠାନ ପକ୍ଷରୁ ସଙ୍କୀର୍ତ୍ତନ ମଣ୍ଡଳୀ ଯୋଗ ଦେଇଥିଲେ ।	[803, 940, 978, 965]
article-bokhari-baba	[1129, 1166, 1456, 1293]
body-text: ଗାଡ଼ି ଚୋରି ଅଭିଯୋଗରେ ଜଣେ ଯୁବକଙ୍କୁ ପୋଲିସ ଗିରଫ କରିଛି । ତା ନିକଟରୁ ଦୁଇଟି ମୋଟରସାଇକେଲ ଜବତ କରାଯାଇଛି ।	[1129, 1021, 1284, 1075]
article-ai-workshop-headline: ପ୍ରାଣବିକ କ୍ଷେତ୍ରରେ କୃତ୍ରିମ ବୁଦ୍ଧିମତ୍ତାର ଉପଯୋଗ ଶୀର୍ଷକ କର୍ମଶାଳା	[16, 81, 446, 123]
photo-caption-text: ଆସନ୍ତା ୧୪ ତାରିଖ ଦିନ ଏହି ନାମଯଜ୍ଞର ପୂର୍ଣ୍ଣାହୁତି ହେବ ବୋଲି ଆୟୋଜକମାନେ ଜଣାଇଛନ୍ତି । ଏଥିପାଇଁ ବ୍ୟାପକ ପ୍ରସ୍ତୁତି ଚାଲିଛି । ଭକ୍ତମାନଙ୍କ ପାଇଁ ପ୍ରସାଦ ବଣ୍ଟନ ବ୍ୟବସ୍ଥା ମଧ୍ୟ କରାଯାଇଛି । ପ୍ରତିଦିନ ସନ୍ଧ୍ୟାରେ ଭାଗବତ ପାଠ, ଭଜନ ଓ ଧାର୍ମିକ ଆଲୋଚନା ଅନୁଷ୍ଠିତ ହେଉଛି । ଗ୍ରାମବାସୀ ଉତ୍ସାହର ସହ ଏଥିରେ ଯୋଗ ଦେଉଛନ୍ତି ।	[803, 840, 978, 936]
